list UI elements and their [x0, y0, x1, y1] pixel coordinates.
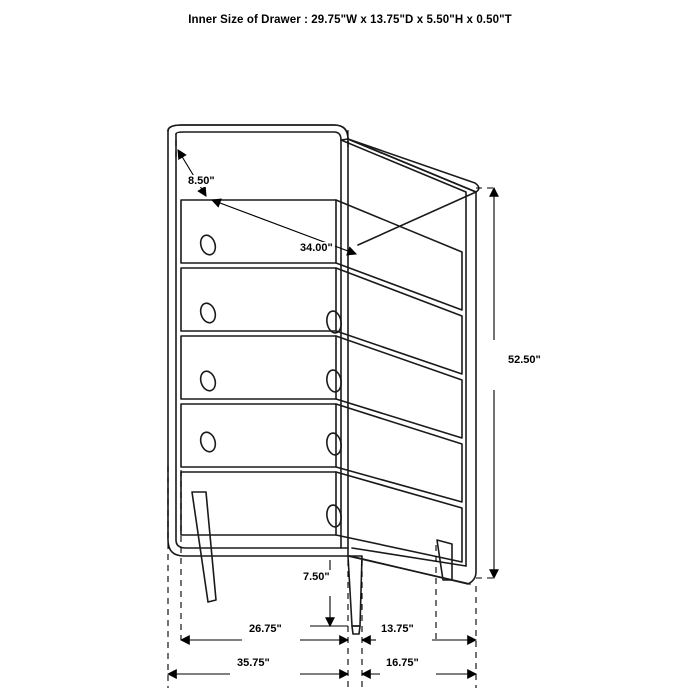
dim-label-front-base-width: 26.75" [249, 623, 282, 635]
drawer-pull-front-4 [198, 430, 217, 453]
dim-line-top-depth [178, 150, 206, 196]
drawer-pull-side-3 [325, 432, 343, 456]
dim-label-top-width: 34.00" [300, 242, 333, 254]
drawer-side-3 [336, 336, 462, 438]
cabinet-side-panel [348, 139, 476, 584]
drawer-pull-side-2 [325, 369, 343, 393]
drawer-front-5 [181, 472, 336, 535]
drawer-front-4 [181, 404, 336, 467]
drawer-front-3 [181, 336, 336, 399]
cabinet-corner-join [341, 139, 348, 140]
drawer-pull-front-1 [198, 233, 217, 256]
drawer-pull-front-3 [198, 369, 217, 392]
cabinet-front-inner-line [176, 134, 348, 548]
dim-label-overall-height: 52.50" [508, 354, 541, 366]
dim-label-side-base-depth: 13.75" [381, 623, 414, 635]
drawer-pull-front-2 [198, 301, 217, 324]
drawer-side-1 [336, 200, 462, 310]
dim-label-overall-width: 35.75" [237, 657, 270, 669]
dim-label-leg-height: 7.50" [303, 571, 330, 583]
drawer-pull-side-4 [325, 504, 343, 528]
cabinet-side-inner-line [341, 140, 466, 566]
leg-tip-front-right [352, 626, 360, 634]
dim-label-top-depth: 8.50" [188, 175, 215, 187]
leg-front-left [192, 492, 216, 602]
leg-front-right [348, 556, 362, 626]
drawer-front-2 [181, 268, 336, 331]
cabinet-front-panel-inner [176, 132, 341, 548]
page-title: Inner Size of Drawer : 29.75"W x 13.75"D x 5.50"H x 0.50"T [188, 14, 512, 26]
dim-label-overall-depth: 16.75" [386, 657, 419, 669]
